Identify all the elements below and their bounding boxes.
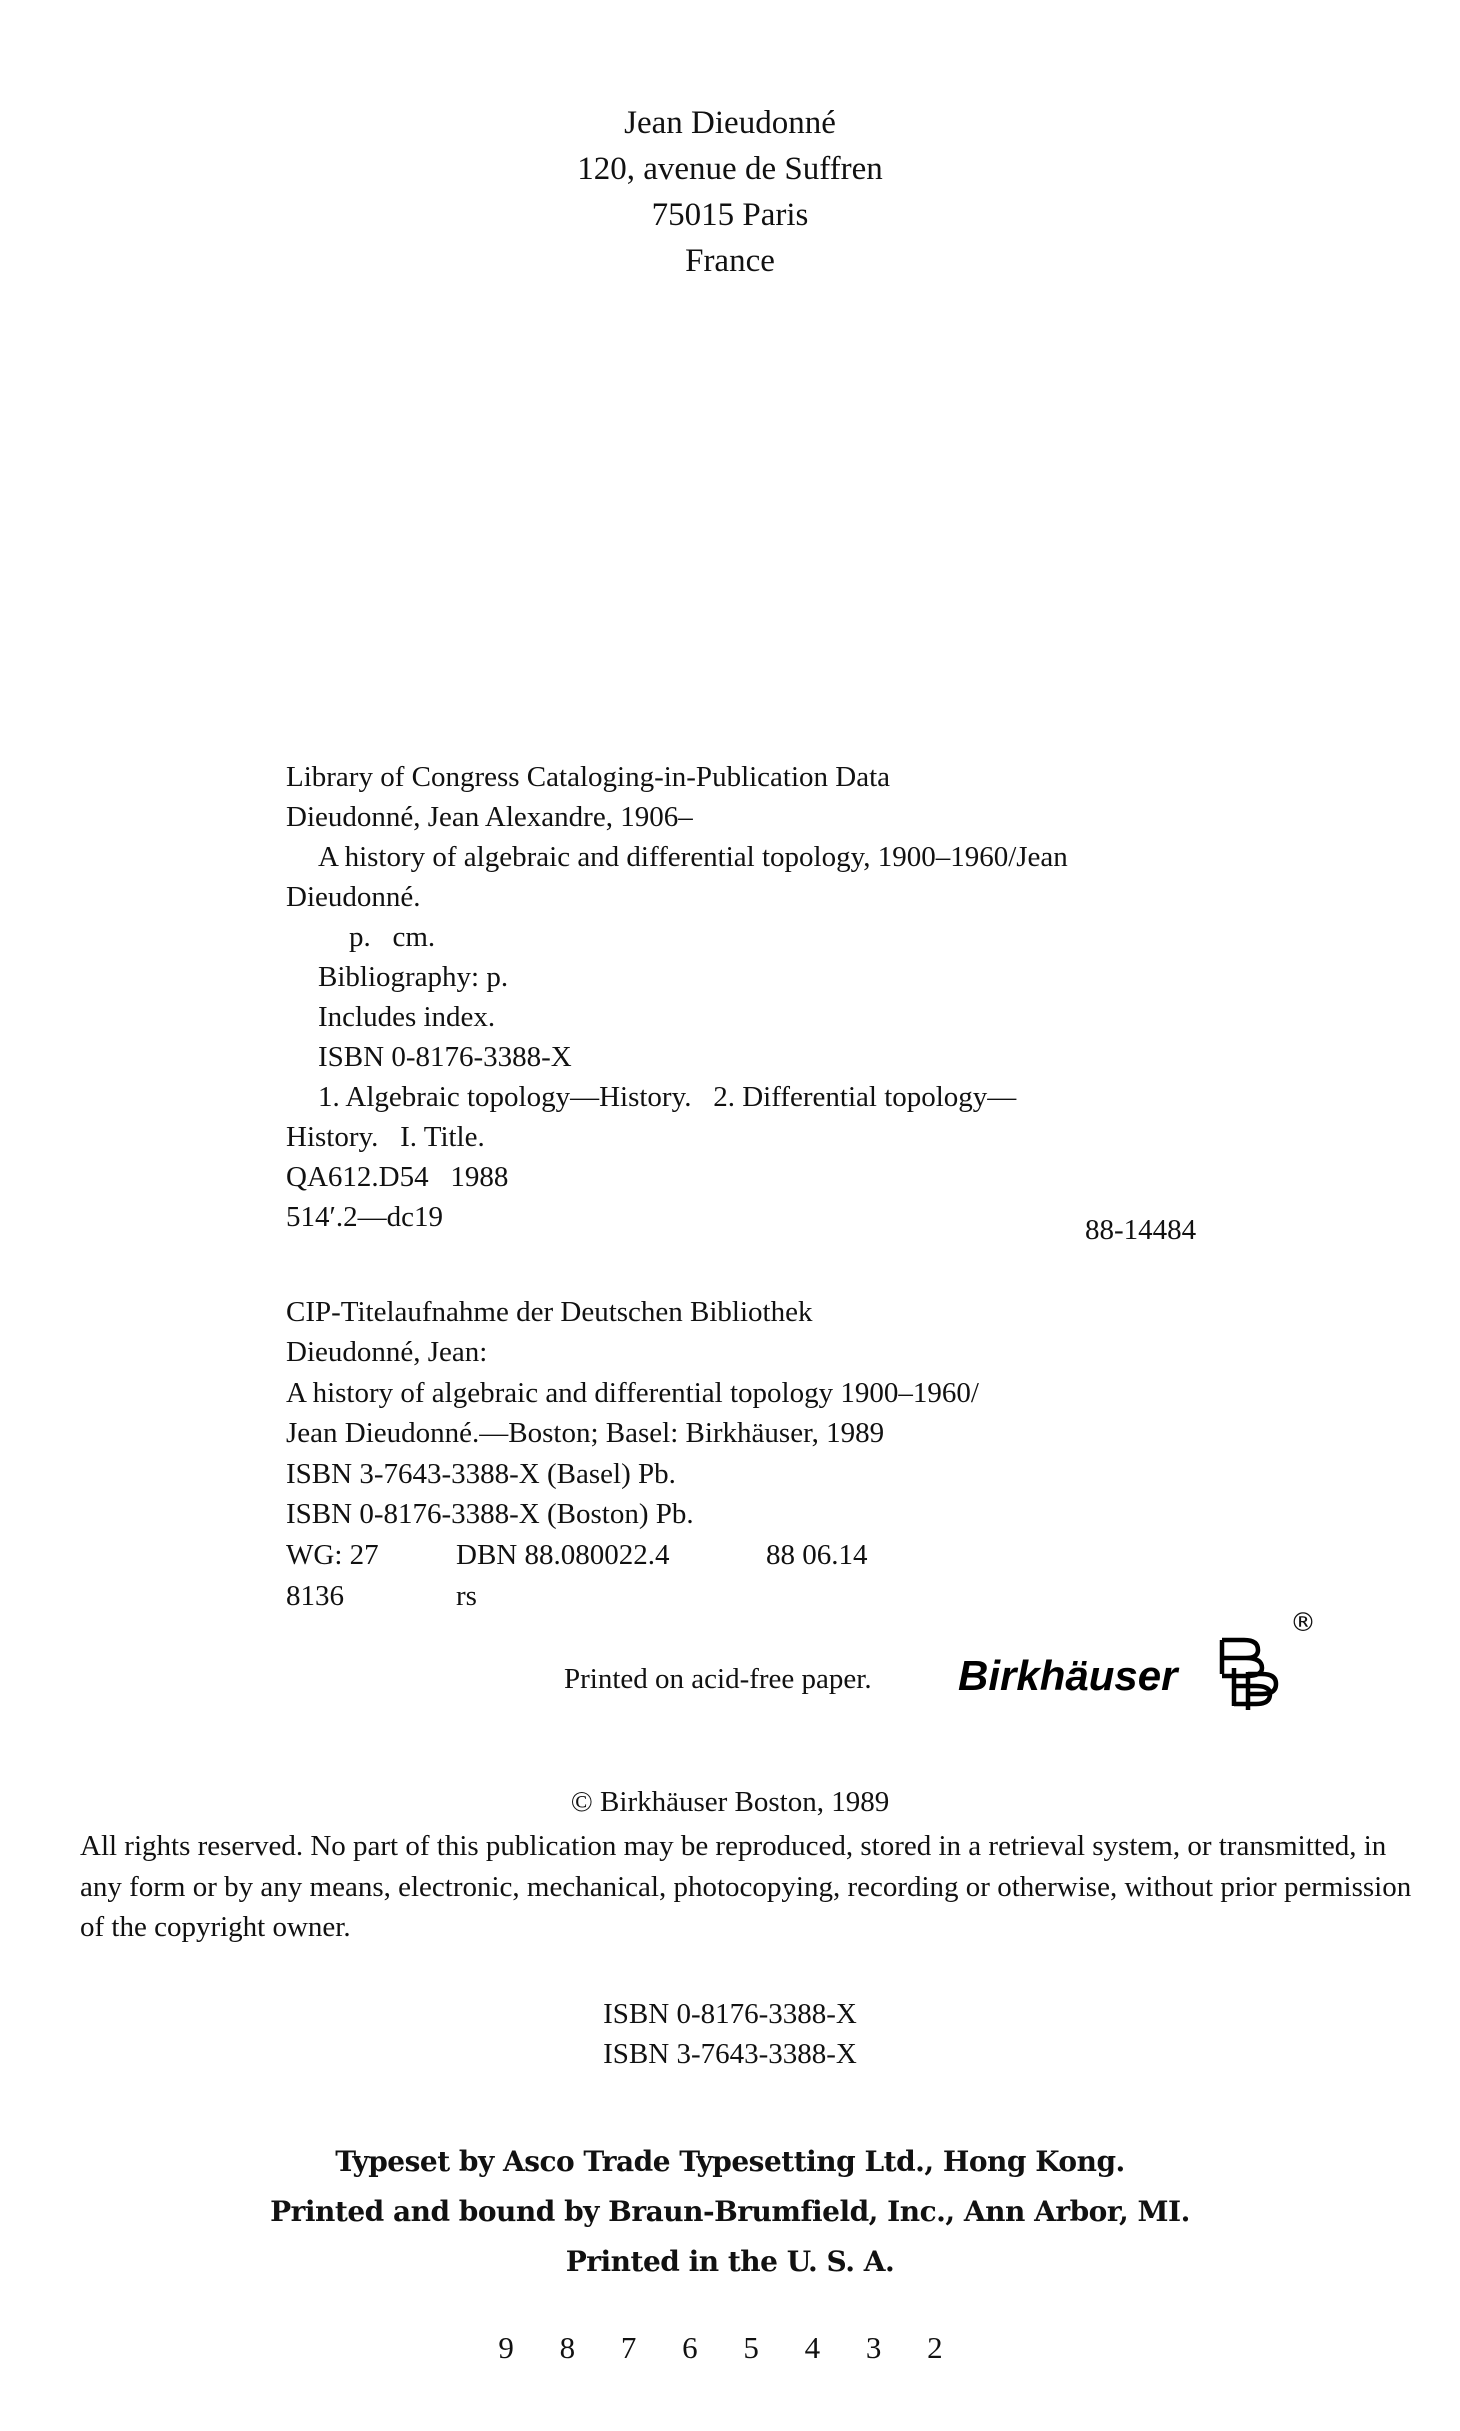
- cip-heading: CIP-Titelaufnahme der Deutschen Bibliothek: [286, 1296, 813, 1328]
- address-country: France: [685, 243, 775, 279]
- publisher-wordmark: Birkhäuser: [958, 1652, 1178, 1699]
- lc-subjects-line1: 1. Algebraic topology—History. 2. Differential topology—: [318, 1081, 1017, 1113]
- lc-title-line1: A history of algebraic and differential topology, 1900–1960/Jean: [318, 841, 1068, 873]
- address-street: 120, avenue de Suffren: [577, 151, 883, 187]
- lc-isbn: ISBN 0-8176-3388-X: [318, 1041, 572, 1073]
- cip-title: A history of algebraic and differential topology 1900–1960/: [286, 1377, 979, 1409]
- printer-block: [0, 2137, 1460, 2287]
- isbn-basel: ISBN 3-7643-3388-X: [603, 2038, 857, 2070]
- cip-isbn-basel: ISBN 3-7643-3388-X (Basel) Pb.: [286, 1458, 676, 1490]
- lc-pages: p. cm.: [349, 921, 436, 953]
- isbn-block: [0, 1994, 1460, 2074]
- typeset-line: Typeset by Asco Trade Typesetting Ltd., Hong Kong.: [335, 2145, 1125, 2178]
- cip-rs: rs: [456, 1580, 477, 1612]
- lc-author: Dieudonné, Jean Alexandre, 1906–: [286, 801, 693, 833]
- printed-bound-line: Printed and bound by Braun-Brumfield, Inc., Ann Arbor, MI.: [270, 2195, 1190, 2228]
- isbn-boston: ISBN 0-8176-3388-X: [603, 1998, 857, 2030]
- lc-heading: Library of Congress Cataloging-in-Publication Data: [286, 761, 891, 793]
- lc-bibliography: Bibliography: p.: [318, 961, 509, 993]
- rights-statement: All rights reserved. No part of this publication may be reproduced, stored in a retrieval system, or transmitted, in any form or by any means, electronic, mechanical, photocopying, recording or otherwise, without prior permission of the copyright owner.: [80, 1830, 1412, 1943]
- lc-subjects-line2: History. I. Title.: [286, 1121, 485, 1153]
- lc-dewey: 514′.2—dc19: [286, 1201, 443, 1233]
- author-address: [0, 100, 1460, 284]
- lc-lccn: 88-14484: [1085, 1214, 1197, 1246]
- cip-dbn: DBN 88.080022.4: [456, 1539, 670, 1571]
- lc-call-number: QA612.D54 1988: [286, 1161, 509, 1193]
- lc-index: Includes index.: [318, 1001, 496, 1033]
- print-run-numbers: 9 8 7 6 5 4 3 2: [498, 2330, 962, 2365]
- lc-title-line2: Dieudonné.: [286, 881, 421, 913]
- cip-wg: WG: 27: [286, 1539, 379, 1571]
- cip-date: 88 06.14: [766, 1539, 868, 1571]
- cip-author: Dieudonné, Jean:: [286, 1336, 488, 1368]
- cip-imprint: Jean Dieudonné.—Boston; Basel: Birkhäuser, 1989: [286, 1417, 885, 1449]
- address-city: 75015 Paris: [651, 197, 809, 233]
- cip-isbn-boston: ISBN 0-8176-3388-X (Boston) Pb.: [286, 1498, 694, 1530]
- registered-mark: ®: [1290, 1608, 1316, 1638]
- printed-country-line: Printed in the U. S. A.: [565, 2245, 895, 2278]
- cip-code: 8136: [286, 1580, 344, 1612]
- copyright-line: © Birkhäuser Boston, 1989: [570, 1786, 890, 1818]
- author-name: Jean Dieudonné: [624, 105, 836, 141]
- birkhauser-logo-icon: [1214, 1628, 1304, 1714]
- acid-free-paper-note: Printed on acid-free paper.: [564, 1663, 872, 1695]
